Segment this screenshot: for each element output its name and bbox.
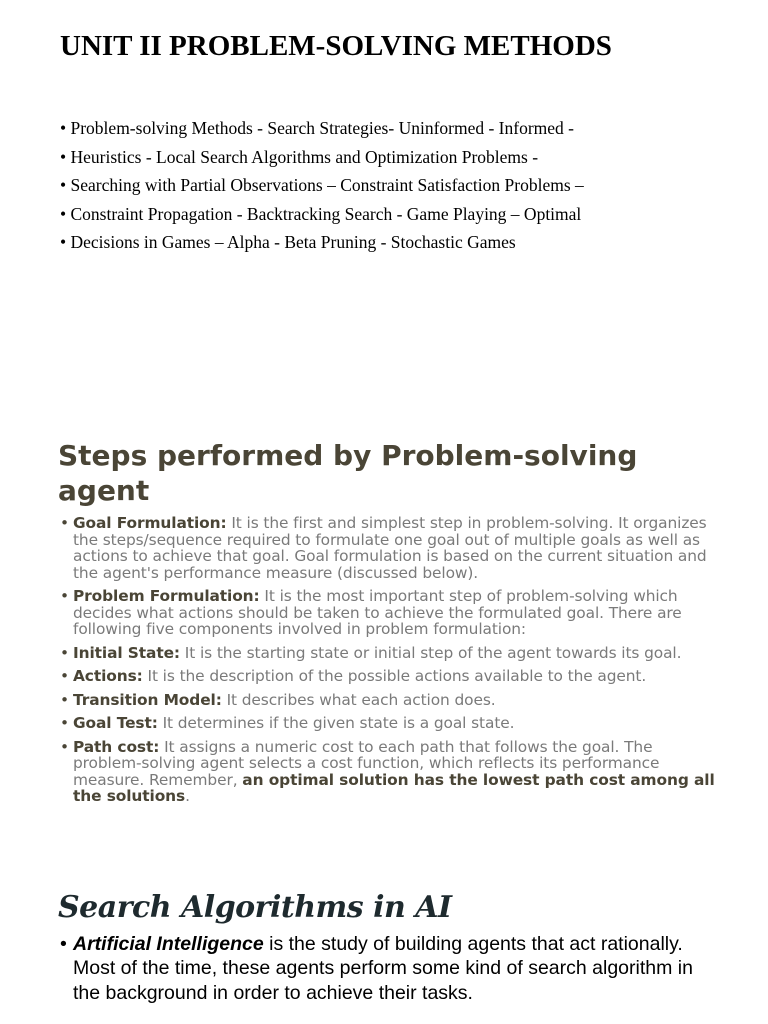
step-emphasis: an optimal solution has the lowest path cost among all the solutions — [73, 770, 715, 805]
step-text-end: . — [185, 787, 190, 805]
step-item-path-cost — [60, 739, 715, 805]
step-term: Transition Model: — [73, 690, 222, 709]
step-text: It is the description of the possible actions available to the agent. — [142, 667, 647, 685]
unit-title: UNIT II PROBLEM-SOLVING METHODS — [60, 30, 612, 62]
step-item-goal-test — [60, 715, 715, 732]
step-item-actions — [60, 668, 715, 685]
step-term: Goal Formulation: — [73, 514, 227, 532]
step-text: It describes what each action does. — [221, 690, 496, 709]
step-text: It is the most important step of problem-solving which decides what actions should be taken to achieve the formulated goal. There are following five components involved in problem formulation: — [73, 587, 682, 638]
search-intro-item — [60, 932, 720, 1005]
step-text: It assigns a numeric cost to each path that follows the goal. The problem-solving agent selects a cost function, which reflects its performance measure. Remember, — [73, 737, 660, 789]
step-term: Problem Formulation: — [73, 587, 260, 605]
step-term: Goal Test: — [73, 714, 158, 732]
step-term: Actions: — [73, 667, 143, 685]
topic-line: • Constraint Propagation - Backtracking Search - Game Playing – Optimal — [60, 203, 582, 224]
search-text: is the study of building agents that act rationally. Most of the time, these agents perform some kind of search algorithm in the background in order to achieve their tasks. — [73, 933, 693, 1004]
topic-line: • Decisions in Games – Alpha - Beta Pruning - Stochastic Games — [60, 232, 516, 253]
steps-list — [60, 515, 715, 812]
step-text: It is the starting state or initial step of the agent towards its goal. — [180, 643, 682, 662]
search-term: Artificial Intelligence — [73, 933, 264, 955]
step-item-problem-formulation — [60, 588, 715, 638]
topic-list — [60, 116, 740, 259]
topic-line: • Problem-solving Methods - Search Strategies- Uninformed - Informed - — [60, 118, 574, 138]
step-text: It determines if the given state is a goal state. — [157, 714, 515, 732]
step-term: Path cost: — [73, 737, 160, 756]
steps-heading: Steps performed by Problem-solving agent — [58, 439, 638, 507]
slide-clip-mask — [0, 863, 768, 885]
topic-line: • Heuristics - Local Search Algorithms and Optimization Problems - — [60, 146, 539, 167]
step-item-transition-model — [60, 692, 715, 709]
step-item-goal-formulation — [60, 515, 715, 581]
step-item-initial-state — [60, 645, 715, 662]
step-text: It is the first and simplest step in problem-solving. It organizes the steps/sequence required to formulate one goal out of multiple goals as well as actions to achieve that goal. Goal formulation is based on the current situation and the agent's performance measure (discussed below). — [73, 514, 707, 582]
search-intro-list — [60, 932, 720, 1005]
search-heading: Search Algorithms in AI — [58, 890, 452, 925]
topic-line: • Searching with Partial Observations – Constraint Satisfaction Problems – — [60, 175, 584, 196]
step-term: Initial State: — [73, 643, 180, 662]
